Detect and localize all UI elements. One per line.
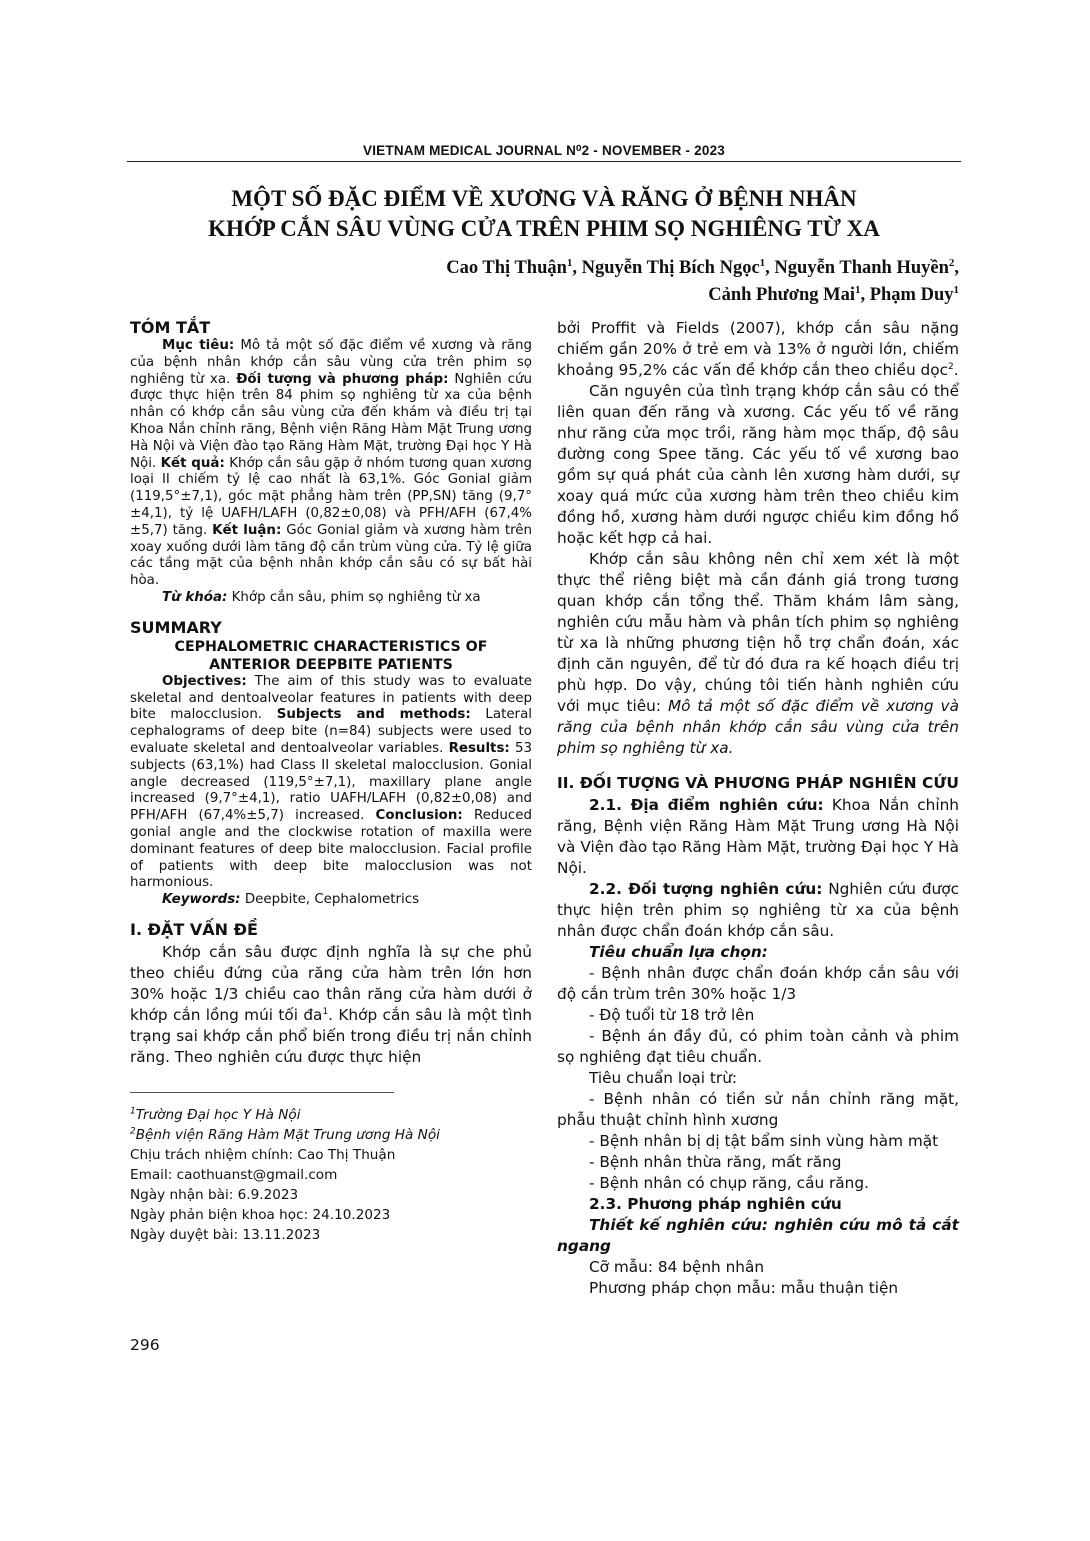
citation: 1 bbox=[322, 1006, 329, 1017]
author-affiliation: 1 bbox=[854, 283, 861, 296]
section-2-heading: II. ĐỐI TƯỢNG VÀ PHƯƠNG PHÁP NGHIÊN CỨU bbox=[557, 774, 959, 792]
title-line-2: KHỚP CẮN SÂU VÙNG CỬA TRÊN PHIM SỌ NGHIÊNG TỪ XA bbox=[208, 216, 880, 241]
abstract-conclusion: Góc Gonial giảm và xương hàm trên xoay xuống dưới làm tăng độ cắn trùm vùng cửa. Tỷ lệ giữa các tầng mặt của bệnh nhân khớp cắn sâu có sự bất hài hòa. bbox=[130, 522, 533, 589]
abstract-methods: Nghiên cứu được thực hiện trên 84 phim sọ nghiêng từ xa của bệnh nhân có khớp cắn sâu vùng cửa đến khám và điều trị tại Khoa Nắn chỉnh răng, Bệnh viện Răng Hàm Mặt Trung ương Hà Nội và Viện đào tạo Răng Hàm Mặt, trường Đại học Y Hà Nội. bbox=[130, 371, 532, 471]
summary-conclusion: Reduced gonial angle and the clockwise rotation of maxilla were dominant features of deep bite malocclusion. Facial profile of patients with deep bite malocclusion was not harmonious. bbox=[130, 808, 532, 891]
abstract-results: Khớp cắn sâu gặp ở nhóm tương quan xương loại II chiếm tỷ lệ cao nhất là 63,1%. Góc Gonial giảm (119,5°±7,1), góc mặt phẳng hàm trên (PP,SN) tăng (9,7°±4,1), tỷ lệ UAFH/LAFH (0,82±0,08) và PFH/AFH (67,4%±5,7) tăng. bbox=[130, 455, 532, 538]
author-line-2: Cảnh Phương Mai$^1$, Phạm Duy$^1$ bbox=[708, 283, 959, 305]
author-affiliation: 1 bbox=[759, 256, 766, 269]
journal-header: VIETNAM MEDICAL JOURNAL N⁰2 - NOVEMBER - 2023 bbox=[363, 143, 725, 158]
summary-heading: SUMMARY bbox=[130, 617, 222, 637]
date-received: Ngày nhận bài: 6.9.2023 bbox=[130, 1186, 299, 1203]
section-1-paragraph-2: Căn nguyên của tình trạng khớp cắn sâu có thể liên quan đến răng và xương. Các yếu tố về răng như răng cửa mọc trồi, răng hàm mọc thấp, độ sâu đường cong Spee tăng. Các yếu tố về xương bao gồm sự quá phát của cành lên xương hàm dưới, sự xoay quá mức của xương hàm trên theo chiều kim đồng hồ, xương hàm dưới ngược chiều kim đồng hồ hoặc kết hợp cả hai. bbox=[557, 382, 959, 547]
footnote-text: Bệnh viện Răng Hàm Mặt Trung ương Hà Nội bbox=[135, 1126, 440, 1143]
author-name: Phạm Duy bbox=[869, 285, 954, 305]
summary-title-line-2: ANTERIOR DEEPBITE PATIENTS bbox=[209, 656, 453, 673]
section-2-3-heading: 2.3. Phương pháp nghiên cứu bbox=[589, 1195, 842, 1213]
article-title bbox=[127, 184, 961, 244]
exclusion-item-4: - Bệnh nhân có chụp răng, cầu răng. bbox=[589, 1174, 869, 1192]
sample-size: Cỡ mẫu: 84 bệnh nhân bbox=[589, 1258, 765, 1276]
subsection-label: 2.2. Đối tượng nghiên cứu: bbox=[589, 880, 823, 898]
abstract-en bbox=[130, 674, 532, 892]
author-name: Nguyễn Thị Bích Ngọc bbox=[581, 258, 760, 278]
label-tu-khoa: Từ khóa: bbox=[162, 589, 228, 605]
header-rule bbox=[127, 161, 961, 162]
exclusion-item-2: - Bệnh nhân bị dị tật bẩm sinh vùng hàm mặt bbox=[589, 1132, 939, 1150]
page-number: 296 bbox=[130, 1336, 160, 1354]
subsection-text: Nghiên cứu được thực hiện trên phim sọ nghiêng từ xa của bệnh nhân được chẩn đoán khớp cắn sâu. bbox=[557, 880, 959, 940]
label-doi-tuong: Đối tượng và phương pháp: bbox=[236, 371, 449, 387]
footnote-marker: 2 bbox=[130, 1126, 136, 1137]
subsection-label: 2.1. Địa điểm nghiên cứu: bbox=[589, 796, 824, 814]
keywords-en-text: Deepbite, Cephalometrics bbox=[244, 892, 420, 908]
left-column bbox=[130, 318, 532, 1245]
author-name: Cao Thị Thuận bbox=[446, 258, 567, 278]
keywords-vi bbox=[130, 590, 532, 607]
exclusion-item-3: - Bệnh nhân thừa răng, mất răng bbox=[589, 1153, 842, 1171]
author-affiliation: 1 bbox=[566, 256, 573, 269]
label-muc-tieu: Mục tiêu: bbox=[162, 338, 235, 353]
contact-email: Email: caothuanst@gmail.com bbox=[130, 1166, 338, 1183]
footnote-marker: 1 bbox=[130, 1106, 136, 1117]
author-name: Cảnh Phương Mai bbox=[708, 285, 855, 305]
summary-methods: Lateral cephalograms of deep bite (n=84) subjects were used to evaluate skeletal and dentoalveolar variables. bbox=[130, 707, 532, 756]
exclusion-heading: Tiêu chuẩn loại trừ: bbox=[589, 1069, 738, 1087]
intro-text: Khớp cắn sâu được định nghĩa là sự che phủ theo chiều đứng của răng cửa hàm trên lớn hơn 30% hoặc 1/3 chiều cao thân răng cửa hàm dưới ở khớp cắn lồng múi tối đa bbox=[130, 942, 532, 1024]
section-1-paragraph-1a bbox=[130, 942, 532, 1068]
period: . bbox=[953, 361, 959, 379]
section-2-1 bbox=[557, 795, 959, 879]
label-objectives: Objectives: bbox=[162, 673, 247, 689]
abstract-heading: TÓM TẮT bbox=[130, 318, 211, 337]
footnote-text: Trường Đại học Y Hà Nội bbox=[135, 1106, 301, 1123]
abstract-vi bbox=[130, 338, 532, 590]
label-conclusion: Conclusion: bbox=[375, 808, 463, 824]
citation: 2 bbox=[948, 361, 954, 372]
paragraph-text: Khớp cắn sâu không nên chỉ xem xét là một thực thể riêng biệt mà cần đánh giá trong tương quan khớp cắn tổng thể. Thăm khám lâm sàng, nghiên cứu mẫu hàm và phân tích phim sọ nghiêng từ xa là những phương tiện hỗ trợ chẩn đoán, xác định căn nguyên, để từ đó đưa ra kế hoạch điều trị phù hợp. Do vậy, chúng tôi tiến hành nghiên cứu với mục tiêu: bbox=[557, 550, 959, 715]
section-2-2 bbox=[557, 879, 959, 942]
author-line-1: Cao Thị Thuận$^1$, Nguyễn Thị Bích Ngọc$^1$, Nguyễn Thanh Huyền$^2$, bbox=[446, 256, 959, 278]
responsible-author: Chịu trách nhiệm chính: Cao Thị Thuận bbox=[130, 1146, 396, 1163]
inclusion-item-2: - Độ tuổi từ 18 trở lên bbox=[589, 1006, 755, 1024]
author-list bbox=[446, 255, 959, 309]
footnote-1 bbox=[130, 1105, 532, 1125]
section-1-heading: I. ĐẶT VẤN ĐỀ bbox=[130, 919, 258, 939]
section-1-paragraph-3 bbox=[557, 549, 959, 759]
abstract-objective: Mô tả một số đặc điểm về xương và răng của bệnh nhân khớp cắn sâu vùng cửa trên phim sọ nghiêng từ xa. bbox=[130, 338, 532, 387]
right-column bbox=[557, 318, 959, 1299]
study-objective: Mô tả một số đặc điểm về xương và răng của bệnh nhân khớp cắn sâu vùng cửa trên phim sọ nghiêng từ xa. bbox=[557, 697, 959, 757]
summary-title bbox=[130, 638, 532, 674]
label-results: Results: bbox=[448, 740, 510, 756]
intro-text-right: bởi Proffit và Fields (2007), khớp cắn sâu nặng chiếm gần 20% ở trẻ em và 13% ở người lớn, chiếm khoảng 95,2% các vấn đề khớp cắn theo chiều dọc bbox=[557, 319, 959, 379]
author-affiliation: 2 bbox=[948, 256, 955, 269]
label-methods: Subjects and methods: bbox=[276, 707, 471, 723]
footnote-rule bbox=[130, 1092, 394, 1093]
author-name: Nguyễn Thanh Huyền bbox=[774, 258, 949, 278]
keywords-en bbox=[130, 892, 532, 909]
summary-results: 53 subjects (63,1%) had Class II skeletal malocclusion. Gonial angle decreased (119,5°±7,1), maxillary plane angle increased (9,7°±4,1), ratio UAFH/LAFH (0,82±0,08) and PFH/AFH (67,4%±5,7) increased. bbox=[130, 740, 532, 824]
author-affiliation: 1 bbox=[953, 283, 959, 296]
inclusion-item-3: - Bệnh án đầy đủ, có phim toàn cảnh và phim sọ nghiêng đạt tiêu chuẩn. bbox=[557, 1027, 959, 1066]
section-1-paragraph-1b bbox=[557, 318, 959, 381]
inclusion-item-1: - Bệnh nhân được chẩn đoán khớp cắn sâu với độ cắn trùm trên 30% hoặc 1/3 bbox=[557, 964, 959, 1003]
subsection-text: Khoa Nắn chỉnh răng, Bệnh viện Răng Hàm Mặt Trung ương Hà Nội và Viện đào tạo Răng Hàm Mặt, trường Đại học Y Hà Nội. bbox=[557, 796, 959, 877]
date-approved: Ngày duyệt bài: 13.11.2023 bbox=[130, 1226, 321, 1243]
intro-text-continued: . Khớp cắn sâu là một tình trạng sai khớp cắn phổ biến trong điều trị nắn chỉnh răng. Theo nghiên cứu được thực hiện bbox=[130, 1005, 532, 1066]
sampling-method: Phương pháp chọn mẫu: mẫu thuận tiện bbox=[589, 1279, 899, 1297]
footnote-2 bbox=[130, 1125, 532, 1145]
summary-objectives: The aim of this study was to evaluate skeletal and dentoalveolar features in patients with deep bite malocclusion. bbox=[130, 673, 532, 723]
label-ket-luan: Kết luận: bbox=[212, 522, 282, 538]
keywords-vi-text: Khớp cắn sâu, phim sọ nghiêng từ xa bbox=[231, 589, 481, 605]
inclusion-heading: Tiêu chuẩn lựa chọn: bbox=[589, 943, 768, 961]
footnotes bbox=[130, 1105, 532, 1245]
title-line-1: MỘT SỐ ĐẶC ĐIỂM VỀ XƯƠNG VÀ RĂNG Ở BỆNH NHÂN bbox=[231, 186, 857, 211]
study-design: Thiết kế nghiên cứu: nghiên cứu mô tả cắt ngang bbox=[557, 1216, 959, 1255]
date-reviewed: Ngày phản biện khoa học: 24.10.2023 bbox=[130, 1206, 391, 1223]
label-ket-qua: Kết quả: bbox=[160, 455, 225, 471]
label-keywords: Keywords: bbox=[162, 892, 241, 908]
exclusion-item-1: - Bệnh nhân có tiền sử nắn chỉnh răng mặt, phẫu thuật chỉnh hình xương bbox=[557, 1090, 959, 1129]
summary-title-line-1: CEPHALOMETRIC CHARACTERISTICS OF bbox=[174, 638, 488, 655]
